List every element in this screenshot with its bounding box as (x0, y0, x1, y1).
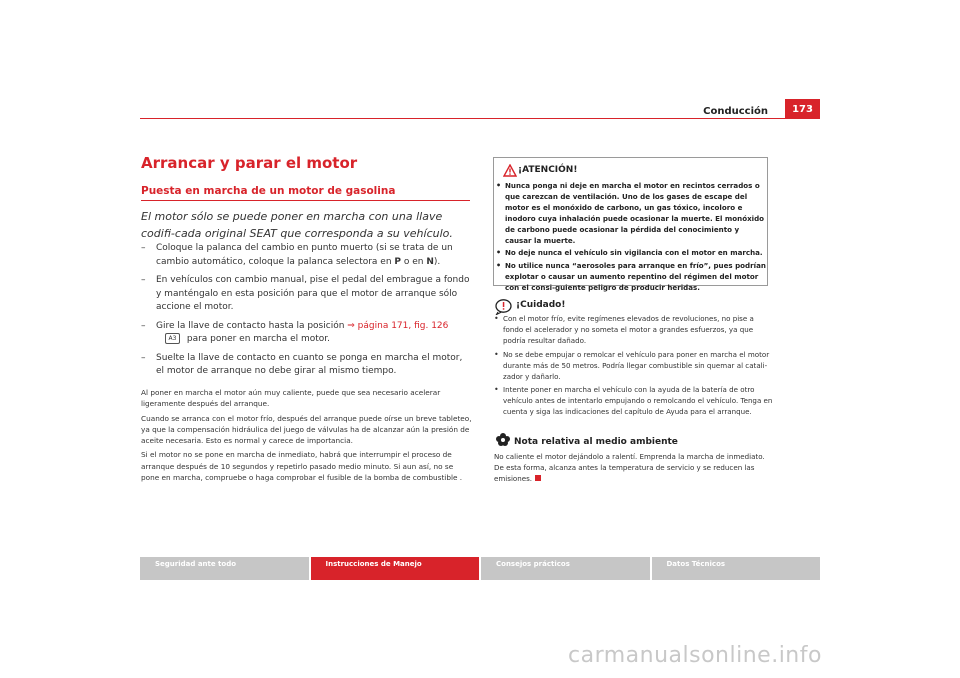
step-item (141, 242, 473, 269)
step-text: En vehículos con cambio manual, pise el pedal del embrague a fondo y manténgalo en esta posición para que el motor de arranque sólo accione el motor. (156, 275, 470, 312)
bullet-icon: • (496, 181, 502, 190)
caution-text: Intente poner en marcha el vehículo con la ayuda de la batería de otro vehículo antes de intentarlo empujando o remolcando el vehículo. Tenga en cuenta y siga las indicaciones del capítulo de Ayuda para el arranque. (503, 385, 773, 417)
caution-list (494, 314, 774, 421)
warning-title: ¡ATENCIÓN! (518, 165, 578, 175)
subsection-divider (141, 200, 470, 201)
warning-list (496, 181, 766, 296)
steps-list (141, 242, 473, 384)
step-text: Gire la llave de contacto hasta la posición (156, 320, 348, 331)
step-dash: – (141, 352, 146, 363)
environment-flower-icon (495, 432, 511, 452)
watermark: carmanualsonline.info (568, 643, 822, 668)
caution-item (494, 385, 774, 418)
gear-p: P (394, 256, 402, 267)
step-item (141, 352, 473, 379)
footer-tab-seguridad[interactable]: Seguridad ante todo (140, 557, 309, 580)
step-text: Coloque la palanca del cambio en punto muerto (si se trata de un cambio automático, coloque la palanca selectora en (156, 243, 453, 267)
caution-text: Con el motor frío, evite regímenes elevados de revoluciones, no pise a fondo el acelerador y no someta el motor a grandes esfuerzos, ya que podría resultar dañado. (503, 314, 754, 345)
step-text: o en (401, 256, 427, 267)
step-dash: – (141, 243, 146, 253)
warning-text: No deje nunca el vehículo sin vigilancia con el motor en marcha. (505, 248, 763, 258)
subsection-title: Puesta en marcha de un motor de gasolina (141, 185, 396, 197)
bullet-icon: • (494, 314, 499, 323)
position-badge: A3 (165, 333, 180, 344)
caution-title: ¡Cuidado! (516, 300, 566, 310)
section-title: Arrancar y parar el motor (141, 154, 358, 172)
footer-tab-consejos[interactable]: Consejos prácticos (481, 557, 650, 580)
environment-title: Nota relativa al medio ambiente (514, 437, 678, 447)
note-paragraph: Si el motor no se pone en marcha de inmediato, habrá que interrumpir el proceso de arranque después de 10 segundos y repetirlo pasado medio minuto. Si aun así, no se pone en marcha, compruebe o haga comprobar el fusible de la bomba de combustible . (141, 450, 463, 483)
environment-text (494, 452, 769, 485)
step-text: para poner en marcha el motor. (184, 334, 331, 344)
caution-text: No se debe empujar o remolcar el vehículo para poner en marcha el motor durante más de 50 metros. Podría llegar combustible sin quemar al catali-zador y dañarlo. (503, 349, 770, 381)
caution-item (494, 350, 774, 383)
footer-tab-datos[interactable]: Datos Técnicos (652, 557, 821, 580)
environment-paragraph: No caliente el motor dejándolo a ralentí. Emprenda la marcha de inmediato. De esta forma, alcanza antes la temperatura de servicio y se reducen las emisiones. (494, 452, 765, 483)
header-divider (140, 118, 820, 119)
warning-text: No utilice nunca “aerosoles para arranque en frío”, pues podrían explotar o causar un aumento repentino del régimen del motor con el consi-guiente peligro de producir heridas. (505, 261, 766, 293)
bullet-icon: • (496, 261, 502, 271)
note-paragraph: Cuando se arranca con el motor frío, después del arranque puede oírse un breve tableteo, ya que la compensación hidráulica del juego de válvulas ha de alcanzar aún la presión de aceite necesaria. Esto es normal y carece de importancia. (141, 413, 472, 446)
step-text: ). (433, 256, 441, 267)
step-item (141, 320, 473, 347)
bullet-icon: • (494, 349, 499, 359)
end-of-section-icon (535, 475, 541, 481)
footer-tab-instrucciones[interactable]: Instrucciones de Manejo (311, 557, 480, 580)
step-dash: – (141, 320, 146, 331)
intro-text: El motor sólo se puede poner en marcha con una llave codifi-cada original SEAT que corresponda a su vehículo. (141, 210, 453, 240)
bullet-icon: • (496, 248, 502, 258)
step-item (141, 274, 473, 315)
warning-triangle-icon (503, 162, 517, 181)
warning-item (496, 181, 766, 246)
warning-item (496, 261, 766, 294)
page-reference-link[interactable]: ⇒ página 171, fig. 126 (347, 320, 449, 331)
footer-nav (140, 557, 820, 580)
bullet-icon: • (494, 385, 499, 395)
chapter-title: Conducción (703, 106, 768, 117)
gear-n: N (426, 256, 434, 267)
note-paragraph: Al poner en marcha el motor aún muy caliente, puede que sea necesario acelerar ligeramente después del arranque. (141, 388, 441, 409)
page-number: 173 (785, 99, 820, 119)
caution-item (494, 314, 774, 347)
warning-text: Nunca ponga ni deje en marcha el motor en recintos cerrados o que carezcan de ventilación. Uno de los gases de escape del motor es el monóxido de carbono, un gas tóxico, incoloro e inodoro cuya inhalación puede ocasionar la muerte. El monóxido de carbono puede ocasionar la pérdida del conocimiento y causar la muerte. (505, 181, 765, 245)
warning-item (496, 248, 766, 259)
step-text: Suelte la llave de contacto en cuanto se ponga en marcha el motor, el motor de arranque no debe girar al mismo tiempo. (156, 352, 463, 376)
step-dash: – (141, 275, 146, 285)
notes (141, 387, 473, 486)
